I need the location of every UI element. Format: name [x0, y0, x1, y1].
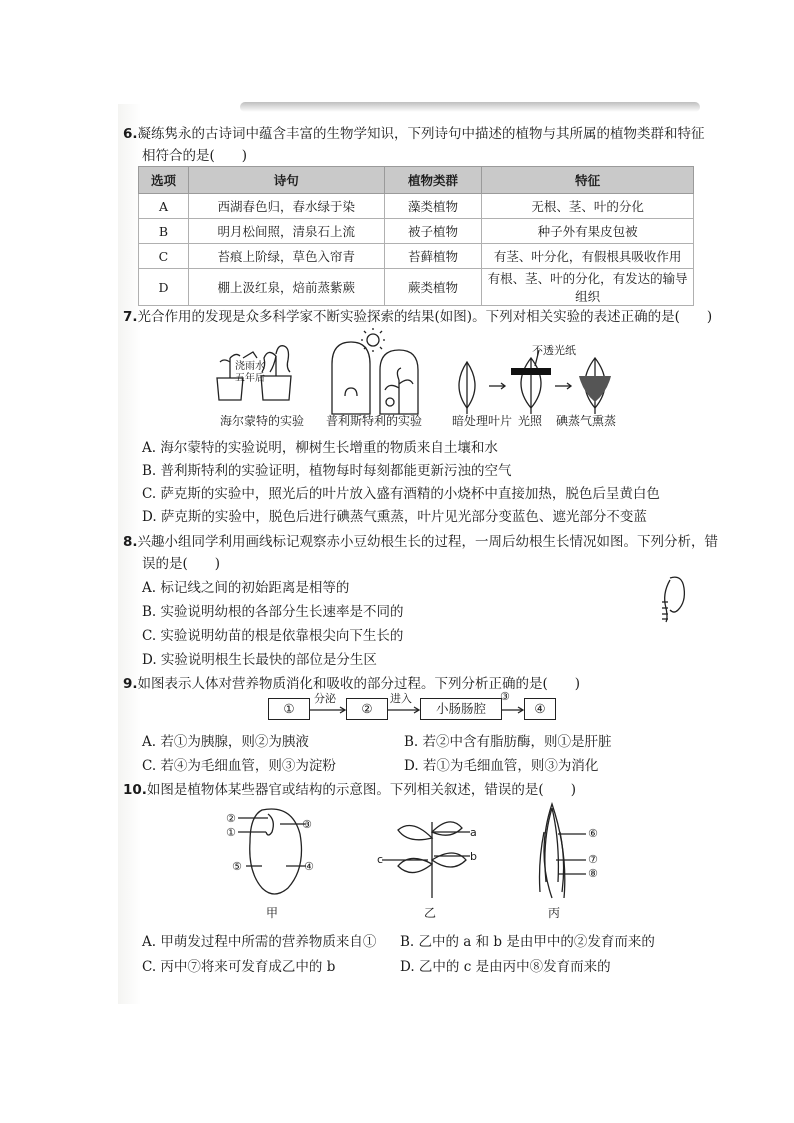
q7-option-b: B. 普利斯特利的实验证明，植物每时每刻都能更新污浊的空气 [142, 463, 512, 479]
label-n1: ① [226, 826, 236, 839]
q9-option-d: D. 若①为毛细血管，则③为消化 [404, 758, 599, 774]
bean-seed-outline [250, 809, 302, 894]
table-cell: 苔痕上阶绿，草色入帘青 [188, 244, 384, 269]
leaf-iodine-blue [579, 376, 611, 402]
q9-option-a: A. 若①为胰腺，则②为胰液 [142, 734, 309, 750]
q7-text: 光合作用的发现是众多科学家不断实验探索的结果(如图)。下列对相关实验的表述正确的是( ) [137, 309, 713, 325]
flow-box-4: ④ [524, 698, 556, 720]
flow-arrows [310, 700, 524, 720]
q8-text2: 误的是( ) [142, 556, 221, 572]
q10-text: 如图是植物体某些器官或结构的示意图。下列相关叙述，错误的是( ) [146, 782, 576, 798]
q9-stem [123, 672, 580, 692]
table-cell: 棚上汲红泉，焙前蒸紫蕨 [188, 269, 384, 306]
flow-arrow-label-1: 分泌 [314, 692, 336, 705]
caption-helmont: 海尔蒙特的实验 [220, 414, 305, 428]
seedling-leaf-2 [432, 822, 462, 835]
label-a: a [470, 826, 477, 839]
caption-light: 光照 [518, 414, 543, 428]
q7-option-c: C. 萨克斯的实验中，照光后的叶片放入盛有酒精的小烧杯中直接加热，脱色后呈黄白色 [142, 486, 660, 502]
q8-option-c: C. 实验说明幼苗的根是依靠根尖向下生长的 [142, 628, 404, 644]
label-n8: ⑧ [588, 867, 598, 880]
q9-option-c: C. 若④为毛细血管，则③为淀粉 [142, 758, 336, 774]
q6-number: 6. [123, 126, 138, 142]
table-row [139, 269, 694, 306]
q6-text1: 凝练隽永的古诗词中蕴含丰富的生物学知识，下列诗句中描述的植物与其所属的植物类群和特征 [137, 126, 705, 142]
table-cell: 藻类植物 [384, 194, 482, 219]
jar-plant [385, 368, 413, 414]
flow-box-3: 小肠肠腔 [420, 698, 502, 720]
q7-stem [123, 305, 712, 325]
table-row [139, 219, 694, 244]
scan-shadow [240, 102, 700, 112]
label-n5: ⑤ [232, 860, 242, 873]
header-option: 选项 [139, 167, 189, 194]
caption-bing: 丙 [548, 906, 561, 920]
q8-stem-line1 [123, 530, 718, 550]
table-cell: 无根、茎、叶的分化 [482, 194, 694, 219]
label-n3: ③ [302, 818, 312, 831]
label-n2: ② [226, 812, 236, 825]
opaque-paper [511, 368, 551, 375]
table-cell: 明月松间照，清泉石上流 [188, 219, 384, 244]
header-group: 植物类群 [384, 167, 482, 194]
caption-yi: 乙 [424, 906, 437, 920]
flow-box-1: ① [268, 698, 310, 720]
seedling-leaf-1 [398, 826, 432, 840]
caption-jia: 甲 [266, 906, 279, 920]
q7-option-a: A. 海尔蒙特的实验说明，柳树生长增重的物质来自土壤和水 [142, 440, 498, 456]
q6-text2: 相符合的是( ) [142, 148, 248, 164]
q7-option-d: D. 萨克斯的实验中，脱色后进行碘蒸气熏蒸，叶片见光部分变蓝色、遮光部分不变蓝 [142, 509, 647, 525]
watering-can [243, 352, 257, 358]
q10-number: 10. [123, 782, 147, 798]
sun-icon [367, 334, 379, 346]
q10-option-b: B. 乙中的 a 和 b 是由甲中的②发育而来的 [400, 934, 655, 950]
caption-dark: 暗处理叶片 [452, 414, 513, 428]
flow-box-2: ② [346, 698, 388, 720]
q8-bean-root-figure [656, 572, 690, 624]
q6-table [138, 166, 694, 306]
label-b: b [470, 850, 477, 863]
q9-text: 如图表示人体对营养物质消化和吸收的部分过程。下列分析正确的是( ) [137, 676, 581, 692]
label-n7: ⑦ [588, 853, 598, 866]
bean-seed [670, 577, 684, 612]
table-cell: 种子外有果皮包被 [482, 219, 694, 244]
q8-option-b: B. 实验说明幼根的各部分生长速率是不同的 [142, 604, 404, 620]
flow-arrow-label-3: ③ [500, 690, 510, 703]
q6-stem-line1 [123, 122, 705, 142]
label-n4: ④ [304, 860, 314, 873]
table-cell: 有根、茎、叶的分化，有发达的输导组织 [482, 269, 694, 306]
mouse-icon [345, 388, 357, 396]
table-cell: A [139, 194, 189, 219]
caption-priestley: 普利斯特利的实验 [326, 414, 423, 428]
table-cell: 有茎、叶分化，有假根具吸收作用 [482, 244, 694, 269]
q9-number: 9. [123, 676, 138, 692]
table-cell: 被子植物 [384, 219, 482, 244]
table-cell: 蕨类植物 [384, 269, 482, 306]
table-header-row [139, 167, 694, 194]
q9-option-b: B. 若②中含有脂肪酶，则①是肝脏 [404, 734, 612, 750]
flow-arrow-label-2: 进入 [390, 692, 412, 705]
table-row [139, 244, 694, 269]
label-c: c [377, 853, 384, 866]
label-years: 五年后 [235, 373, 265, 384]
table-cell: 苔藓植物 [384, 244, 482, 269]
q8-option-a: A. 标记线之间的初始距离是相等的 [142, 580, 350, 596]
seedling-leaf-4 [432, 853, 466, 867]
q10-option-c: C. 丙中⑦将来可发育成乙中的 b [142, 959, 336, 975]
q8-option-d: D. 实验说明根生长最快的部位是分生区 [142, 652, 377, 668]
label-n6: ⑥ [588, 827, 598, 840]
header-feature: 特征 [482, 167, 694, 194]
label-opaque-paper: 不透光纸 [532, 344, 576, 357]
table-row [139, 194, 694, 219]
table-cell: C [139, 244, 189, 269]
q7-number: 7. [123, 309, 138, 325]
q10-option-d: D. 乙中的 c 是由丙中⑧发育而来的 [400, 959, 611, 975]
q8-number: 8. [123, 534, 138, 550]
bud-scales [540, 808, 564, 892]
q10-figure [222, 802, 622, 902]
table-cell: D [139, 269, 189, 306]
header-poem: 诗句 [188, 167, 384, 194]
bean-root [665, 580, 670, 622]
bell-jar-1 [332, 342, 370, 414]
q10-stem [123, 778, 576, 798]
bean-embryo [266, 814, 273, 835]
jar-mouse [386, 398, 394, 406]
label-water: 浇雨水 [235, 361, 265, 372]
caption-iodine: 碘蒸气熏蒸 [556, 414, 617, 428]
helmont-pot-2 [261, 376, 291, 400]
table-cell: 西湖春色归，春水绿于染 [188, 194, 384, 219]
q10-option-a: A. 甲萌发过程中所需的营养物质来自① [142, 934, 377, 950]
table-cell: B [139, 219, 189, 244]
q8-text1: 兴趣小组同学利用画线标记观察赤小豆幼根生长的过程，一周后幼根生长情况如图。下列分析，错 [137, 534, 719, 550]
sun-rays [361, 328, 385, 352]
